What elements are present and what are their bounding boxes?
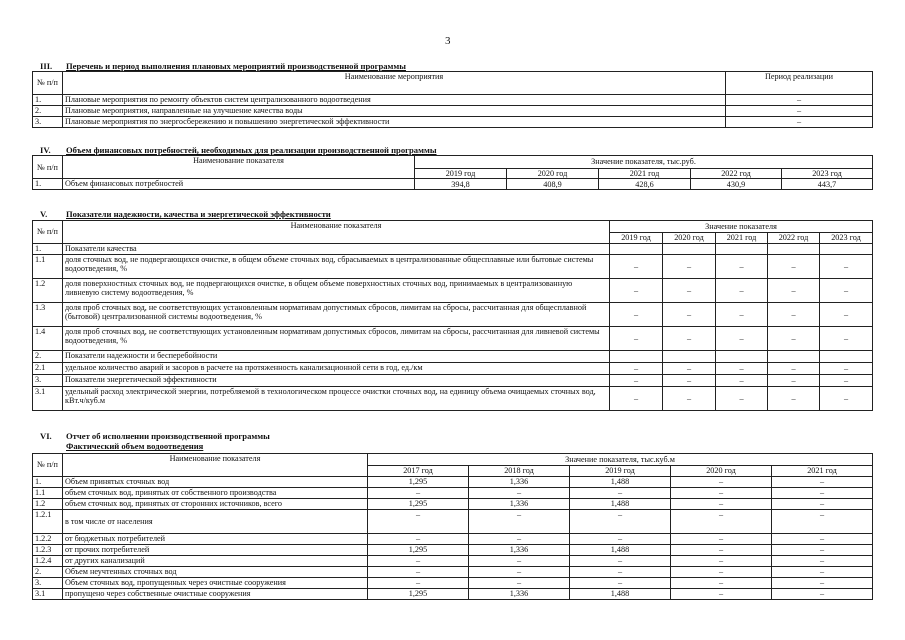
value-cell: 1,488 <box>570 499 671 510</box>
value-cell: – <box>768 363 820 375</box>
value-cell: – <box>768 327 820 351</box>
value-cell: 1,295 <box>368 477 469 488</box>
row-number: 1.1 <box>33 488 63 499</box>
year-header: 2020 год <box>507 169 599 179</box>
row-number: 3. <box>33 578 63 589</box>
value-cell: – <box>671 578 772 589</box>
value-cell: – <box>772 556 873 567</box>
value-cell: – <box>368 578 469 589</box>
year-header: 2020 год <box>671 466 772 477</box>
section-4-number: IV. <box>40 145 51 155</box>
year-header: 2019 год <box>415 169 507 179</box>
col-header-no: № п/п <box>33 156 63 179</box>
section-3-heading <box>40 61 406 71</box>
value-cell: – <box>671 556 772 567</box>
table-row <box>33 244 873 255</box>
value-cell: – <box>469 567 570 578</box>
reliability-indicators-table <box>32 220 873 411</box>
col-header-value: Значение показателя <box>610 221 873 233</box>
value-cell: – <box>610 387 663 411</box>
year-header: 2023 год <box>820 233 873 244</box>
row-number: 3. <box>33 117 63 128</box>
value-cell: – <box>570 567 671 578</box>
value-cell: – <box>820 387 873 411</box>
value-cell: – <box>716 303 768 327</box>
value-cell: 1,336 <box>469 477 570 488</box>
activity-name: Плановые мероприятия по ремонту объектов систем централизованного водоотведения <box>63 95 726 106</box>
value-cell: – <box>820 363 873 375</box>
indicator-name: объем сточных вод, принятых от собственного производства <box>63 488 368 499</box>
table-row <box>33 534 873 545</box>
col-header-period: Период реализации <box>726 72 873 95</box>
year-header: 2017 год <box>368 466 469 477</box>
value-cell: – <box>772 510 873 534</box>
year-header: 2019 год <box>570 466 671 477</box>
indicator-name: доля проб сточных вод, не соответствующих установленным нормативам допустимых сбросов, лимитам на сбросы, рассчитанная для ливневой системы водоотведения, % <box>63 327 610 351</box>
table-row <box>33 95 873 106</box>
value-cell: 1,488 <box>570 477 671 488</box>
value-cell: – <box>570 534 671 545</box>
value-cell: – <box>820 375 873 387</box>
wastewater-volume-table <box>32 453 873 600</box>
activity-name: Плановые мероприятия по энергосбережению и повышению энергетической эффективности <box>63 117 726 128</box>
row-number: 1.1 <box>33 255 63 279</box>
value-cell: 1,295 <box>368 499 469 510</box>
activities-table <box>32 71 873 128</box>
row-number: 1. <box>33 179 63 190</box>
value-cell: – <box>368 488 469 499</box>
col-header-activity: Наименование мероприятия <box>63 72 726 95</box>
value-cell: 428,6 <box>599 179 691 190</box>
table-row <box>33 556 873 567</box>
value-cell: – <box>610 279 663 303</box>
period-value: – <box>726 95 873 106</box>
table-row <box>33 179 873 190</box>
indicator-name: доля сточных вод, не подвергающихся очистке, в общем объеме сточных вод, сбрасываемых в централизованные общесплавные или бытовые системы водоотведения, % <box>63 255 610 279</box>
value-cell: – <box>772 499 873 510</box>
section-3-title: Перечень и период выполнения плановых мероприятий производственной программы <box>66 61 406 71</box>
value-cell: – <box>663 327 716 351</box>
section-6-subheading <box>40 441 203 451</box>
indicator-name: Объем финансовых потребностей <box>63 179 415 190</box>
table-row <box>33 351 873 363</box>
table-row <box>33 363 873 375</box>
indicator-name: Показатели качества <box>63 244 610 255</box>
value-cell: – <box>610 375 663 387</box>
table-row <box>33 387 873 411</box>
row-number: 2. <box>33 106 63 117</box>
section-3-number: III. <box>40 61 53 71</box>
value-cell: – <box>716 279 768 303</box>
indicator-name: доля проб сточных вод, не соответствующих установленным нормативам допустимых сбросов, лимитам на сбросы, рассчитанная для общесплавной (бытовой) централизованной системы водоотведения, % <box>63 303 610 327</box>
value-cell: – <box>570 578 671 589</box>
value-cell: – <box>772 534 873 545</box>
value-cell: – <box>570 556 671 567</box>
year-header: 2018 год <box>469 466 570 477</box>
year-header: 2022 год <box>691 169 782 179</box>
value-cell: 1,336 <box>469 545 570 556</box>
table-row <box>33 255 873 279</box>
indicator-name: Объем неучтенных сточных вод <box>63 567 368 578</box>
table-row <box>33 578 873 589</box>
year-header: 2019 год <box>610 233 663 244</box>
period-value: – <box>726 106 873 117</box>
value-cell: – <box>716 375 768 387</box>
row-number: 2. <box>33 351 63 363</box>
value-cell: – <box>716 255 768 279</box>
row-number: 1. <box>33 95 63 106</box>
activity-name: Плановые мероприятия, направленные на улучшение качества воды <box>63 106 726 117</box>
table-row <box>33 589 873 600</box>
table-row <box>33 499 873 510</box>
row-number: 1.2.2 <box>33 534 63 545</box>
value-cell: 1,336 <box>469 499 570 510</box>
value-cell: – <box>368 510 469 534</box>
value-cell: – <box>671 589 772 600</box>
value-cell: – <box>772 589 873 600</box>
row-number: 1.2.3 <box>33 545 63 556</box>
value-cell: – <box>716 363 768 375</box>
year-header: 2022 год <box>768 233 820 244</box>
indicator-name: объем сточных вод, принятых от сторонних источников, всего <box>63 499 368 510</box>
value-cell: – <box>663 255 716 279</box>
year-header: 2021 год <box>772 466 873 477</box>
financial-needs-table <box>32 155 873 190</box>
col-header-indicator: Наименование показателя <box>63 454 368 477</box>
value-cell: – <box>663 363 716 375</box>
col-header-no: № п/п <box>33 454 63 477</box>
row-number: 2.1 <box>33 363 63 375</box>
row-number: 1.2 <box>33 279 63 303</box>
year-header: 2020 год <box>663 233 716 244</box>
row-number: 2. <box>33 567 63 578</box>
value-cell: – <box>469 534 570 545</box>
row-number: 3. <box>33 375 63 387</box>
row-number: 1. <box>33 477 63 488</box>
value-cell: – <box>663 375 716 387</box>
col-header-value: Значение показателя, тыс.куб.м <box>368 454 873 466</box>
indicator-name: удельное количество аварий и засоров в расчете на протяженность канализационной сети в год, ед./км <box>63 363 610 375</box>
col-header-no: № п/п <box>33 72 63 95</box>
row-number: 1.2 <box>33 499 63 510</box>
value-cell: 1,295 <box>368 589 469 600</box>
value-cell: 1,488 <box>570 589 671 600</box>
value-cell: – <box>772 545 873 556</box>
value-cell: – <box>368 534 469 545</box>
indicator-name: Объем сточных вод, пропущенных через очистные сооружения <box>63 578 368 589</box>
value-cell: – <box>772 578 873 589</box>
value-cell: – <box>368 567 469 578</box>
col-header-indicator: Наименование показателя <box>63 221 610 244</box>
section-6-title: Отчет об исполнении производственной программы <box>66 431 270 441</box>
table-row <box>33 303 873 327</box>
value-cell: 1,488 <box>570 545 671 556</box>
value-cell: – <box>820 255 873 279</box>
period-value: – <box>726 117 873 128</box>
indicator-name: от других канализаций <box>63 556 368 567</box>
value-cell: – <box>768 279 820 303</box>
col-header-indicator: Наименование показателя <box>63 156 415 179</box>
value-cell: 408,9 <box>507 179 599 190</box>
value-cell: – <box>469 488 570 499</box>
value-cell: – <box>663 279 716 303</box>
value-cell: – <box>610 255 663 279</box>
indicator-name: от прочих потребителей <box>63 545 368 556</box>
indicator-name: пропущено через собственные очистные сооружения <box>63 589 368 600</box>
table-row <box>33 488 873 499</box>
table-row <box>33 279 873 303</box>
value-cell: – <box>768 303 820 327</box>
value-cell: – <box>663 303 716 327</box>
value-cell: 394,8 <box>415 179 507 190</box>
value-cell: – <box>716 327 768 351</box>
value-cell: – <box>570 510 671 534</box>
value-cell: – <box>716 387 768 411</box>
value-cell: – <box>772 488 873 499</box>
value-cell: – <box>610 303 663 327</box>
value-cell: – <box>820 279 873 303</box>
indicator-name: доля поверхностных сточных вод, не подвергающихся очистке, в общем объеме поверхностных сточных вод, принимаемых в централизованную ливневую систему водоотведения, % <box>63 279 610 303</box>
indicator-name: Показатели надежности и бесперебойности <box>63 351 610 363</box>
indicator-name: от бюджетных потребителей <box>63 534 368 545</box>
value-cell: – <box>570 488 671 499</box>
year-header: 2023 год <box>782 169 873 179</box>
section-5-number: V. <box>40 209 48 219</box>
col-header-value: Значение показателя, тыс.руб. <box>415 156 873 169</box>
value-cell: – <box>820 327 873 351</box>
row-number: 1.3 <box>33 303 63 327</box>
table-row <box>33 477 873 488</box>
row-number: 3.1 <box>33 589 63 600</box>
row-number: 1.4 <box>33 327 63 351</box>
value-cell: – <box>772 477 873 488</box>
row-number: 1.2.1 <box>33 510 63 534</box>
value-cell: 443,7 <box>782 179 873 190</box>
section-5-title: Показатели надежности, качества и энергетической эффективности <box>66 209 331 219</box>
section-4-title: Объем финансовых потребностей, необходимых для реализации производственной программы <box>66 145 437 155</box>
row-number: 3.1 <box>33 387 63 411</box>
col-header-no: № п/п <box>33 221 63 244</box>
value-cell: – <box>671 545 772 556</box>
row-number: 1.2.4 <box>33 556 63 567</box>
page-number: 3 <box>445 35 451 47</box>
value-cell: – <box>772 567 873 578</box>
value-cell: – <box>768 255 820 279</box>
indicator-name: Объем принятых сточных вод <box>63 477 368 488</box>
indicator-name: удельный расход электрической энергии, потребляемой в технологическом процессе очистки сточных вод, на единицу объема очищаемых сточных вод, кВт.ч/куб.м <box>63 387 610 411</box>
section-6-subtitle: Фактический объем водоотведения <box>66 441 204 451</box>
table-row <box>33 510 873 534</box>
value-cell: – <box>469 556 570 567</box>
value-cell: 430,9 <box>691 179 782 190</box>
value-cell: – <box>610 363 663 375</box>
value-cell: 1,295 <box>368 545 469 556</box>
value-cell: – <box>610 327 663 351</box>
value-cell: – <box>469 578 570 589</box>
year-header: 2021 год <box>599 169 691 179</box>
year-header: 2021 год <box>716 233 768 244</box>
section-6-heading <box>40 431 270 441</box>
indicator-name: в том числе от населения <box>63 510 368 534</box>
value-cell: – <box>671 510 772 534</box>
value-cell: – <box>768 375 820 387</box>
table-row <box>33 375 873 387</box>
value-cell: – <box>671 488 772 499</box>
value-cell: – <box>671 499 772 510</box>
indicator-name: Показатели энергетической эффективности <box>63 375 610 387</box>
table-row <box>33 106 873 117</box>
row-number: 1. <box>33 244 63 255</box>
section-6-number: VI. <box>40 431 52 441</box>
value-cell: – <box>663 387 716 411</box>
table-row <box>33 117 873 128</box>
value-cell: – <box>671 477 772 488</box>
table-row <box>33 567 873 578</box>
section-4-heading <box>40 145 437 155</box>
value-cell: – <box>368 556 469 567</box>
value-cell: – <box>820 303 873 327</box>
value-cell: – <box>768 387 820 411</box>
section-5-heading <box>40 209 331 219</box>
table-row <box>33 327 873 351</box>
value-cell: – <box>671 534 772 545</box>
value-cell: 1,336 <box>469 589 570 600</box>
table-row <box>33 545 873 556</box>
value-cell: – <box>469 510 570 534</box>
value-cell: – <box>671 567 772 578</box>
